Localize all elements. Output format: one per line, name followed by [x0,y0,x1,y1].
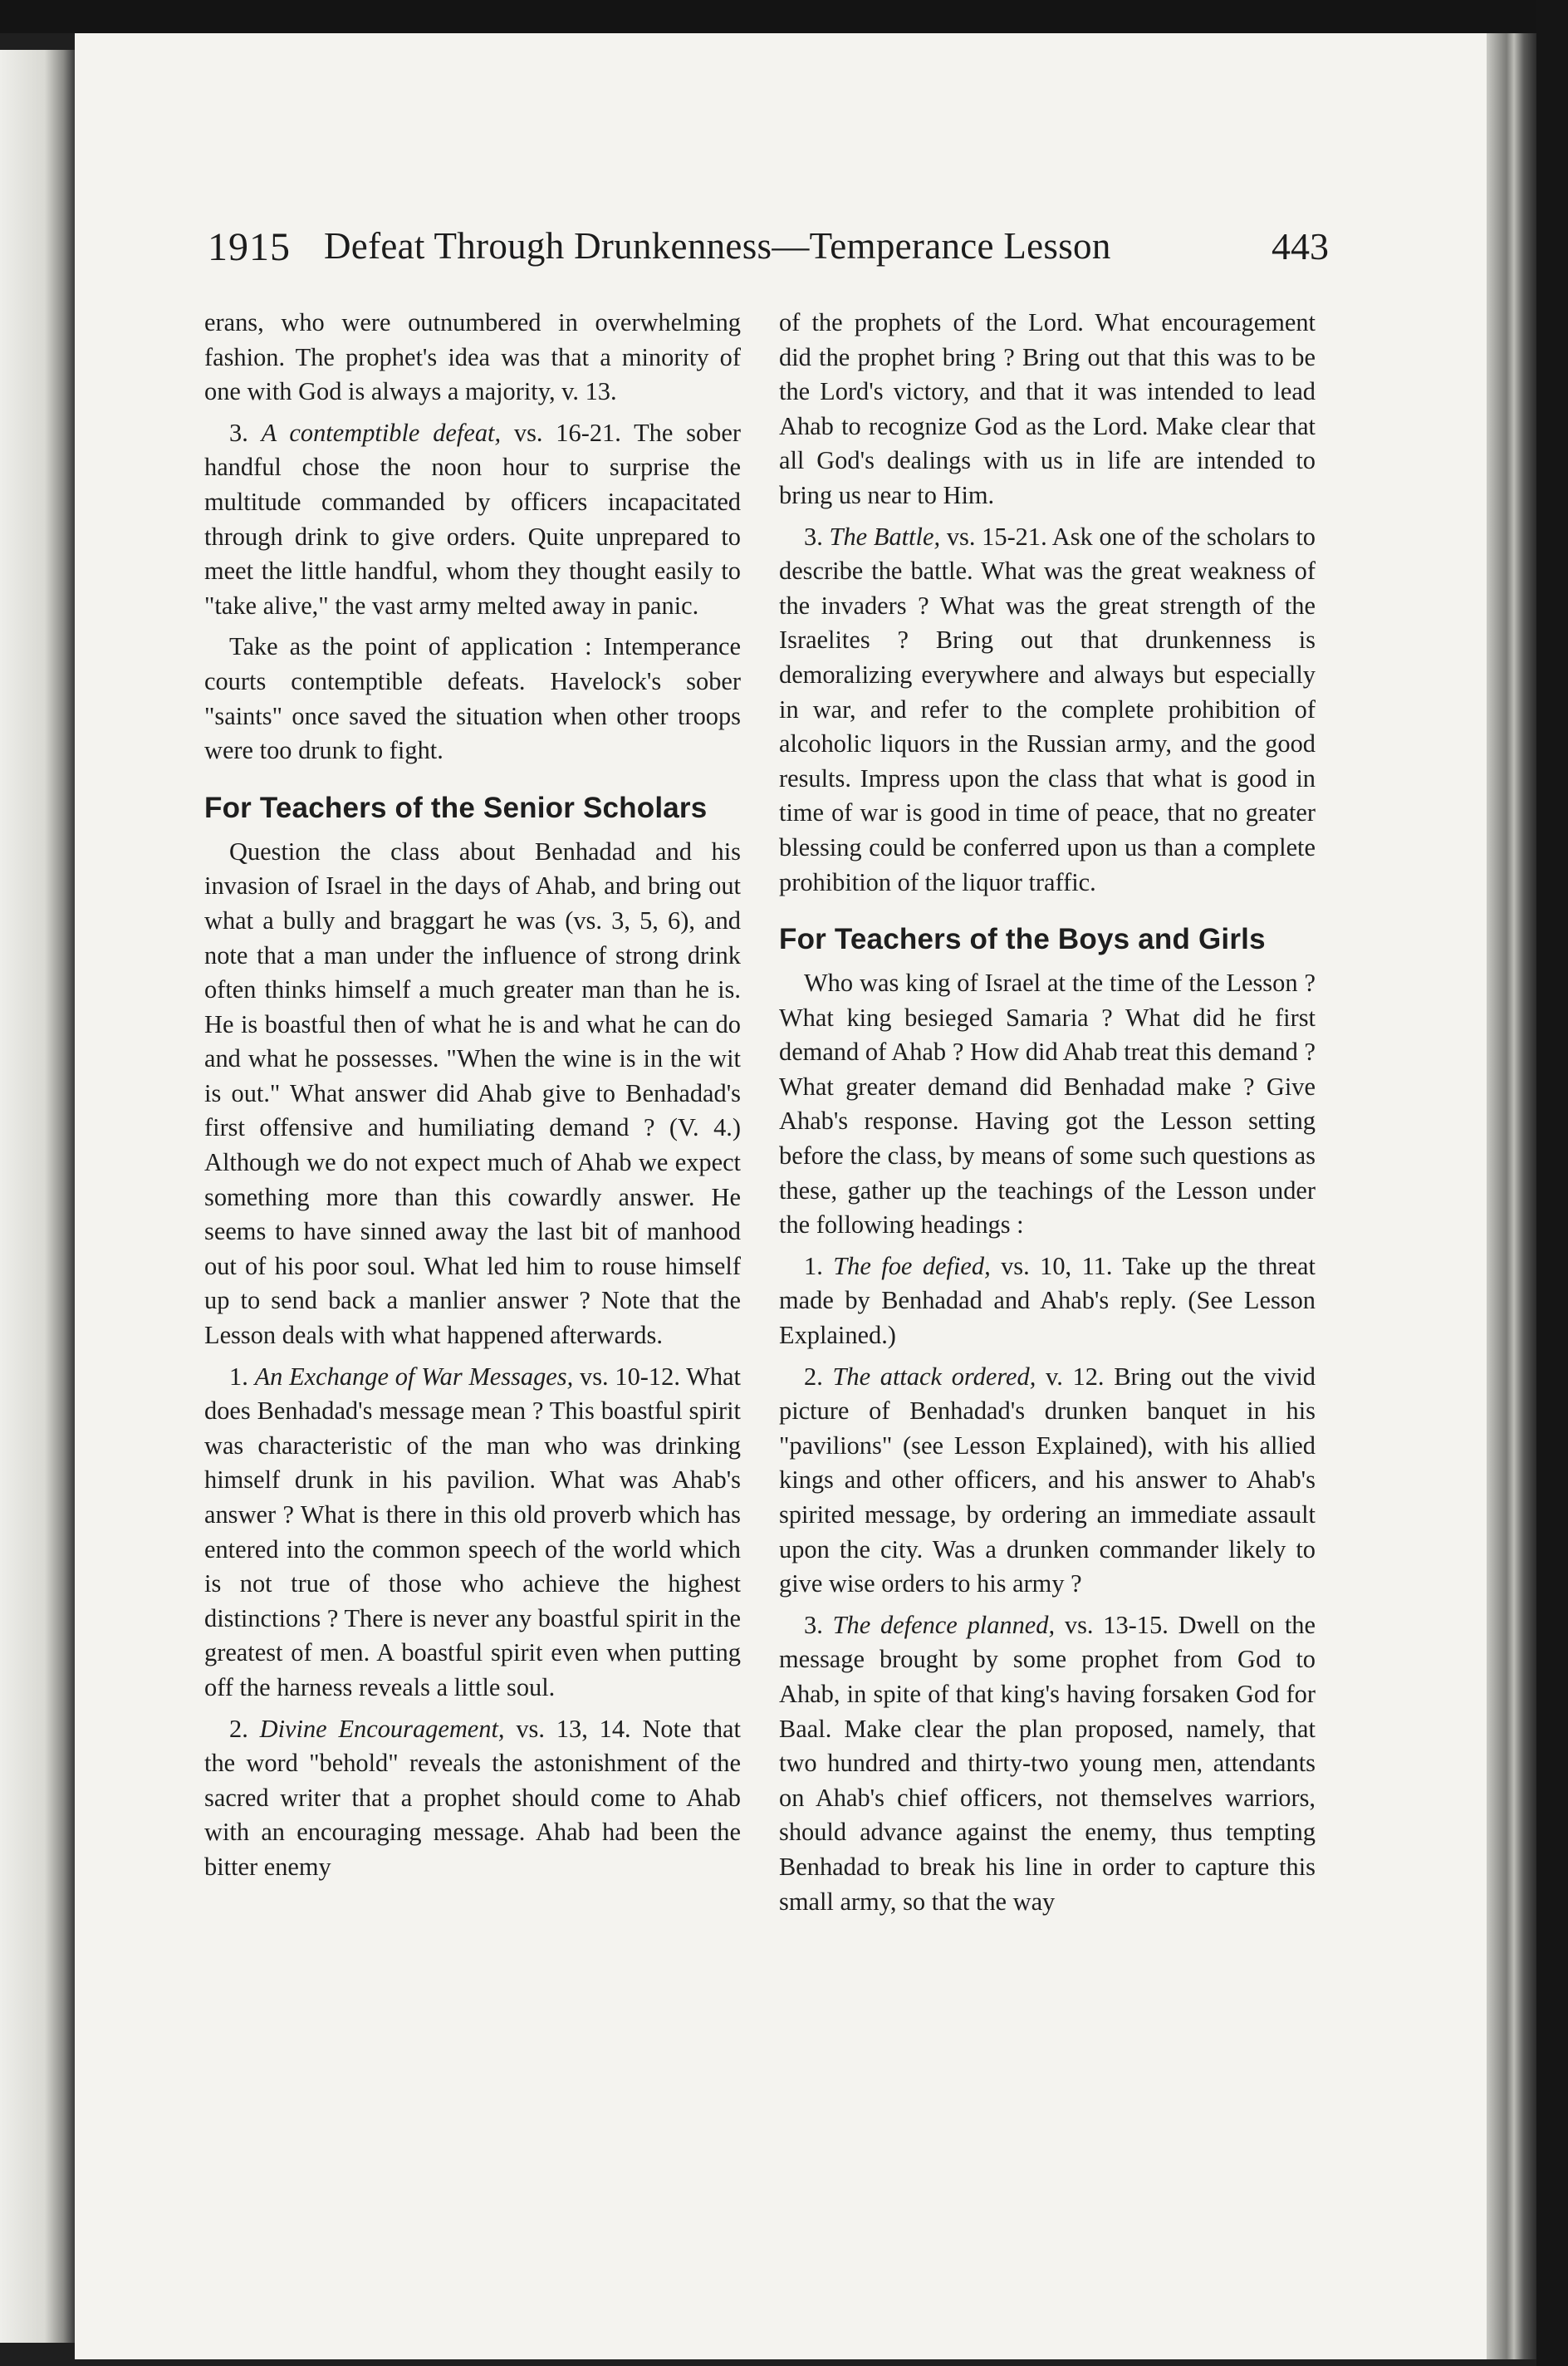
paragraph-heading: Divine Encouragement, [259,1714,505,1743]
paragraph-heading: The attack ordered, [832,1362,1036,1391]
running-head-title: Defeat Through Drunkenness—Temperance Lesson [324,225,1111,267]
section-heading: For Teachers of the Senior Scholars [204,791,708,824]
paragraph-heading: A contemptible defeat, [261,418,502,447]
paragraph-heading: The Battle, [829,522,941,551]
left-column [204,306,741,1892]
scan-top-border [0,0,1568,33]
running-head-year: 1915 [208,225,291,269]
numbered-paragraph: 2. The attack ordered, v. 12. Bring out the vivid picture of Benhadad's drunken banquet in his "pavilions" (see Lesson Explained), with his allied kings and other officers, and his answer to Ahab's spirited message, by ordering an immediate assault upon the city. Was a drunken commander likely to give wise orders to his army ? [779,1362,1316,1598]
section-heading: For Teachers of the Boys and Girls [779,923,1266,956]
numbered-paragraph: 2. Divine Encouragement, vs. 13, 14. Note that the word "behold" reveals the astonishment of the sacred writer that a prophet should come to Ahab with an encouraging message. Ahab had been the bitter enemy [204,1714,741,1881]
right-column [779,306,1316,1926]
numbered-paragraph: 1. An Exchange of War Messages, vs. 10-12. What does Benhadad's message mean ? This boastful spirit was characteristic of the man who was drinking himself drunk in his pavilion. What was Ahab's answer ? What is there in this old proverb which has entered into the common speech of the world which is not true of those who achieve the highest distinctions ? There is never any boastful spirit in the greatest of men. A boastful spirit even when putting off the harness reveals a little soul. [204,1362,741,1701]
paragraph-heading: An Exchange of War Messages, [254,1362,574,1391]
paragraph: of the prophets of the Lord. What encouragement did the prophet bring ? Bring out that this was to be the Lord's victory, and that it was intended to lead Ahab to recognize God as the Lord. Make clear that all God's dealings with us in life are intended to bring us near to Him. [779,308,1316,509]
numbered-paragraph: 1. The foe defied, vs. 10, 11. Take up the threat made by Benhadad and Ahab's reply. (See Lesson Explained.) [779,1251,1316,1350]
numbered-paragraph: 3. The Battle, vs. 15-21. Ask one of the scholars to describe the battle. What was the great weakness of the invaders ? What was the great strength of the Israelites ? Bring out that drunkenness is demoralizing everywhere and always but especially in war, and refer to the complete prohibition of alcoholic liquors in the Russian army, and the good results. Impress upon the class that what is good in time of war is good in time of peace, that no greater blessing could be conferred upon us than a complete prohibition of the liquor traffic. [779,522,1316,896]
paragraph: erans, who were outnumbered in overwhelming fashion. The prophet's idea was that a minority of one with God is always a majority, v. 13. [204,308,741,406]
paragraph-heading: The foe defied, [833,1251,991,1280]
numbered-paragraph: 3. A contemptible defeat, vs. 16-21. The sober handful chose the noon hour to surprise the multitude commanded by officers incapacitated through drink to give orders. Quite unprepared to meet the little handful, whom they thought easily to "take alive," the vast army melted away in panic. [204,418,741,620]
paragraph-heading: The defence planned, [832,1610,1056,1639]
page-number: 443 [1272,225,1329,268]
paragraph: Take as the point of application : Intemperance courts contemptible defeats. Havelock's sober "saints" once saved the situation when other troops were too drunk to fight. [204,632,741,765]
running-head [208,224,1329,282]
page-edge-shadow [1487,33,1536,2359]
numbered-paragraph: 3. The defence planned, vs. 13-15. Dwell on the message brought by some prophet from God to Ahab, in spite of that king's having forsaken God for Baal. Make clear the plan proposed, namely, that two hundred and thirty-two young men, attendants on Ahab's chief officers, not themselves warriors, should advance against the enemy, thus tempting Benhadad to break his line in order to capture this small army, so that the way [779,1610,1316,1916]
scan-right-border [1536,0,1568,2366]
paragraph: Question the class about Benhadad and his invasion of Israel in the days of Ahab, and bring out what a bully and braggart he was (vs. 3, 5, 6), and note that a man under the influence of strong drink often thinks himself a much greater man than he is. He is boastful then of what he is and what he can do and what he possesses. "When the wine is in the wit is out." What answer did Ahab give to Benhadad's first offensive and humiliating demand ? (V. 4.) Although we do not expect much of Ahab we expect something more than this cowardly answer. He seems to have sinned away the last bit of manhood out of his poor soul. What led him to rouse himself up to send back a manlier answer ? Note that the Lesson deals with what happened afterwards. [204,837,741,1350]
paragraph: Who was king of Israel at the time of the Lesson ? What king besieged Samaria ? What did he first demand of Ahab ? How did Ahab treat this demand ? What greater demand did Benhadad make ? Give Ahab's response. Having got the Lesson setting before the class, by means of some such questions as these, gather up the teachings of the Lesson under the following headings : [779,969,1316,1239]
facing-page-edge [0,50,75,2343]
